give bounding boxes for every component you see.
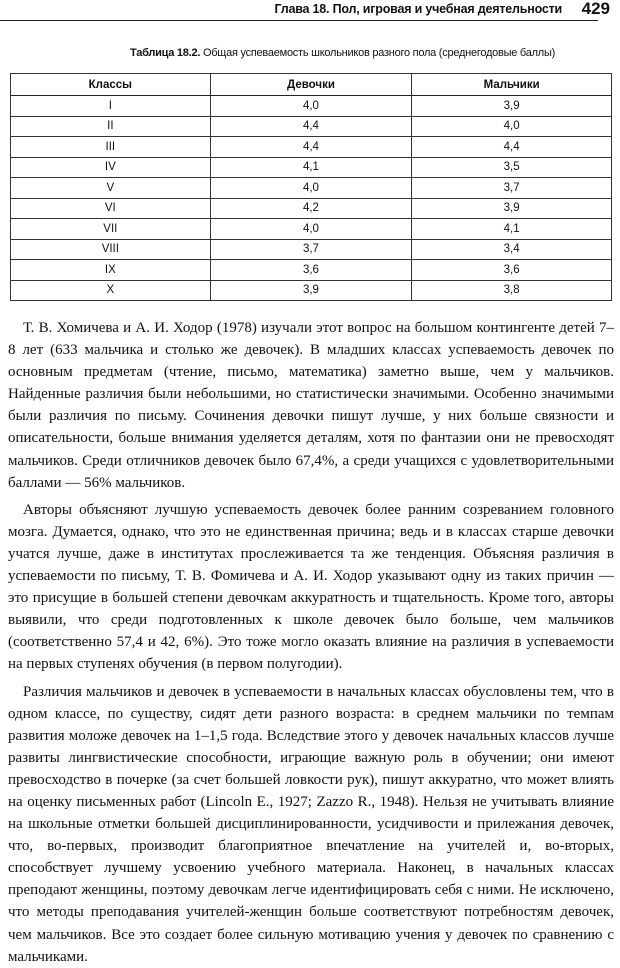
boys-score-cell: 4,4 [412, 137, 612, 158]
table-row [11, 219, 612, 240]
girls-score-cell: 4,0 [210, 96, 412, 117]
page-number: 429 [581, 0, 610, 18]
table-row [11, 178, 612, 199]
girls-score-cell: 3,9 [210, 280, 412, 301]
chapter-title: Глава 18. Пол, игровая и учебная деятельности [274, 2, 562, 16]
girls-score-cell: 3,7 [210, 239, 412, 260]
boys-score-cell: 3,8 [412, 280, 612, 301]
girls-score-cell: 4,4 [210, 137, 412, 158]
boys-score-cell: 3,5 [412, 157, 612, 178]
girls-score-cell: 4,0 [210, 219, 412, 240]
table-row [11, 116, 612, 137]
column-header-boys: Мальчики [412, 74, 612, 96]
grade-cell: III [11, 137, 211, 158]
body-text [8, 317, 614, 968]
girls-score-cell: 3,6 [210, 260, 412, 281]
girls-score-cell: 4,0 [210, 178, 412, 199]
grade-cell: IV [11, 157, 211, 178]
boys-score-cell: 3,9 [412, 198, 612, 219]
girls-score-cell: 4,2 [210, 198, 412, 219]
boys-score-cell: 4,0 [412, 116, 612, 137]
table-caption-label: Таблица 18.2. [130, 47, 201, 59]
boys-score-cell: 3,4 [412, 239, 612, 260]
column-header-grades: Классы [11, 74, 211, 96]
header-rule [0, 20, 598, 21]
table-row [11, 157, 612, 178]
grades-table [10, 73, 612, 301]
table-row [11, 260, 612, 281]
grade-cell: X [11, 280, 211, 301]
boys-score-cell: 3,7 [412, 178, 612, 199]
grade-cell: I [11, 96, 211, 117]
boys-score-cell: 3,9 [412, 96, 612, 117]
column-header-girls: Девочки [210, 74, 412, 96]
table-header-row [11, 74, 612, 96]
grade-cell: VIII [11, 239, 211, 260]
grade-cell: V [11, 178, 211, 199]
boys-score-cell: 4,1 [412, 219, 612, 240]
running-header [0, 0, 620, 24]
grade-cell: VI [11, 198, 211, 219]
girls-score-cell: 4,1 [210, 157, 412, 178]
boys-score-cell: 3,6 [412, 260, 612, 281]
table-row [11, 198, 612, 219]
girls-score-cell: 4,4 [210, 116, 412, 137]
table-caption-text: Общая успеваемость школьников разного пола (среднегодовые баллы) [202, 47, 556, 59]
grade-cell: VII [11, 219, 211, 240]
table-row [11, 280, 612, 301]
table-row [11, 96, 612, 117]
table-caption [130, 47, 615, 59]
table-row [11, 239, 612, 260]
paragraph: Т. В. Хомичева и А. И. Ходор (1978) изучали этот вопрос на большом контингенте детей 7–8 лет (633 мальчика и столько же девочек). В младших классах успеваемость девочек по основным предметам (чтение, письмо, математика) заметно выше, чем у мальчиков. Найденные различия были небольшими, но статистически значимыми. Особенно значимыми были различия по письму. Сочинения девочки пишут лучше, у них больше связности и описательности, больше внимания уделяется деталям, хотя по фантазии они не превосходят мальчиков. Среди отличников девочек было 67,4%, а среди учащихся с удовлетворительными баллами — 56% мальчиков. [8, 320, 614, 491]
paragraph: Авторы объясняют лучшую успеваемость девочек более ранним созреванием головного мозга. Думается, однако, что это не единственная причина; ведь и в классах старше девочки учатся лучше, даже в институтах прослеживается та же тенденция. Объясняя различия в успеваемости по письму, Т. В. Фомичева и А. И. Ходор указывают одну из таких причин — это присущие в большей степени девочкам аккуратность и тщательность. Кроме того, авторы выявили, что среди подготовленных к школе девочек было больше, чем мальчиков (соответственно 57,4 и 42, 6%). Это тоже могло оказать влияние на различия в успеваемости на первых ступенях обучения (в первом полугодии). [8, 501, 614, 673]
paragraph: Различия мальчиков и девочек в успеваемости в начальных классах обусловлены тем, что в одном классе, по существу, сидят дети разного возраста: в среднем мальчики по темпам развития моложе девочек на 1–1,5 года. Вследствие этого у девочек начальных классов лучше развиты лингвистические способности, играющие важную роль в обучении; они имеют превосходство в почерке (за счет большей ловкости рук), пишут аккуратно, что может влиять на оценку письменных работ (Lincoln E., 1927; Zazzo R., 1948). Нельзя не учитывать влияние на школьные отметки большей дисциплинированности, усидчивости и прилежания девочек, что, во-первых, производит благоприятное впечатление на учителей и, во-вторых, способствует лучшему усвоению учебного материала. Наконец, в начальных классах преподают женщины, поэтому девочкам легче идентифицировать себя с ними. Не исключено, что методы преподавания учителей-женщин больше соответствуют потребностям девочек, чем мальчиков. Все это создает более сильную мотивацию учения у девочек по сравнению с мальчиками. [8, 683, 614, 965]
grade-cell: IX [11, 260, 211, 281]
grade-cell: II [11, 116, 211, 137]
table-row [11, 137, 612, 158]
